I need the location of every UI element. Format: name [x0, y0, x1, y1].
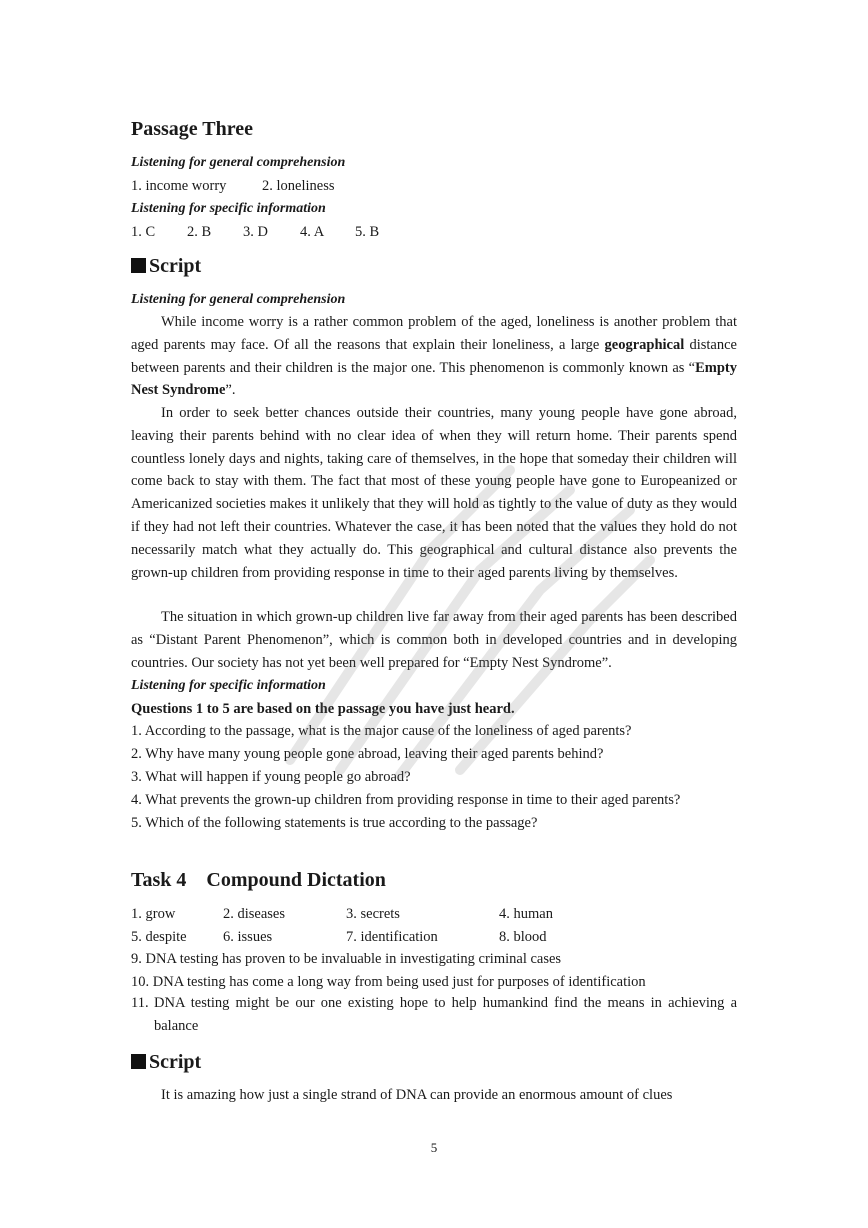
dictation-word: 1. grow: [131, 906, 176, 922]
dictation-sentence-10: 10. DNA testing has come a long way from being used just for purposes of identification: [131, 974, 646, 990]
script-heading-2: Script: [131, 1050, 201, 1074]
dictation-word: 3. secrets: [346, 906, 400, 922]
specific-information-heading: Listening for specific information: [131, 201, 326, 216]
script-general-heading: Listening for general comprehension: [131, 292, 346, 307]
specific-answer-item: 5. B: [355, 224, 380, 240]
specific-answer-item: 2. B: [187, 224, 212, 240]
specific-answer-item: 1. C: [131, 224, 156, 240]
script-paragraph-2: In order to seek better chances outside their countries, many young people have gone abroad, leaving their parents behind with no clear idea of when they will return home. Their parents spend countless lonely days and nights, taking care of themselves, in the hope that someday their children will come back to stay with them. The fact that most of these young people have gone to Europeanized or Americanized societies makes it unlikely that they will hold as tightly to the value of duty as they would if they had not left their countries. Whatever the case, it has been noted that the values they hold do not necessarily match what they actually do. This geographical and cultural distance also prevents the grown-up children from providing response in time to their aged parents living by themselves.: [131, 405, 737, 581]
square-bullet-icon: [131, 258, 146, 273]
passage-title: Passage Three: [131, 118, 254, 140]
general-comprehension-heading: Listening for general comprehension: [131, 155, 346, 170]
question-item: 2. Why have many young people gone abroad, leaving their aged parents behind?: [131, 746, 604, 762]
question-item: 5. Which of the following statements is true according to the passage?: [131, 815, 538, 831]
dictation-word: 8. blood: [499, 929, 547, 945]
dictation-sentence-9: 9. DNA testing has proven to be invaluable in investigating criminal cases: [131, 951, 562, 967]
script-specific-heading: Listening for specific information: [131, 678, 326, 693]
script-heading: Script: [131, 254, 201, 278]
questions-intro: Questions 1 to 5 are based on the passage you have just heard.: [131, 701, 515, 717]
general-answer-item: 1. income worry: [131, 178, 227, 194]
dictation-word: 7. identification: [346, 929, 438, 945]
dictation-word: 6. issues: [223, 929, 273, 945]
dictation-word: 2. diseases: [223, 906, 286, 922]
dictation-sentence-11: 11. DNA testing might be our one existing hope to help humankind find the means in achieving a balance: [131, 995, 737, 1034]
question-item: 1. According to the passage, what is the major cause of the loneliness of aged parents?: [131, 723, 632, 739]
question-item: 4. What prevents the grown-up children from providing response in time to their aged parents?: [131, 792, 681, 808]
specific-answer-item: 3. D: [243, 224, 268, 240]
script-paragraph-3: The situation in which grown-up children live far away from their aged parents has been described as “Distant Parent Phenomenon”, which is common both in developed countries and in developing countries. Our society has not yet been well prepared for “Empty Nest Syndrome”.: [131, 609, 737, 671]
general-answer-item: 2. loneliness: [262, 178, 335, 194]
page-number: 5: [430, 1140, 438, 1155]
task4-title: Task 4 Compound Dictation: [131, 869, 386, 891]
dictation-word: 4. human: [499, 906, 553, 922]
script2-paragraph-1: It is amazing how just a single strand of DNA can provide an enormous amount of clues: [161, 1087, 673, 1103]
dictation-word: 5. despite: [131, 929, 187, 945]
square-bullet-icon: [131, 1054, 146, 1069]
question-item: 3. What will happen if young people go abroad?: [131, 769, 411, 785]
script-paragraph-1: While income worry is a rather common problem of the aged, loneliness is another problem that aged parents may face. Of all the reasons that explain their loneliness, a large geographical distance between parents and their children is the major one. This phenomenon is commonly known as “Empty Nest Syndrome”.: [131, 314, 737, 399]
specific-answer-item: 4. A: [300, 224, 325, 240]
